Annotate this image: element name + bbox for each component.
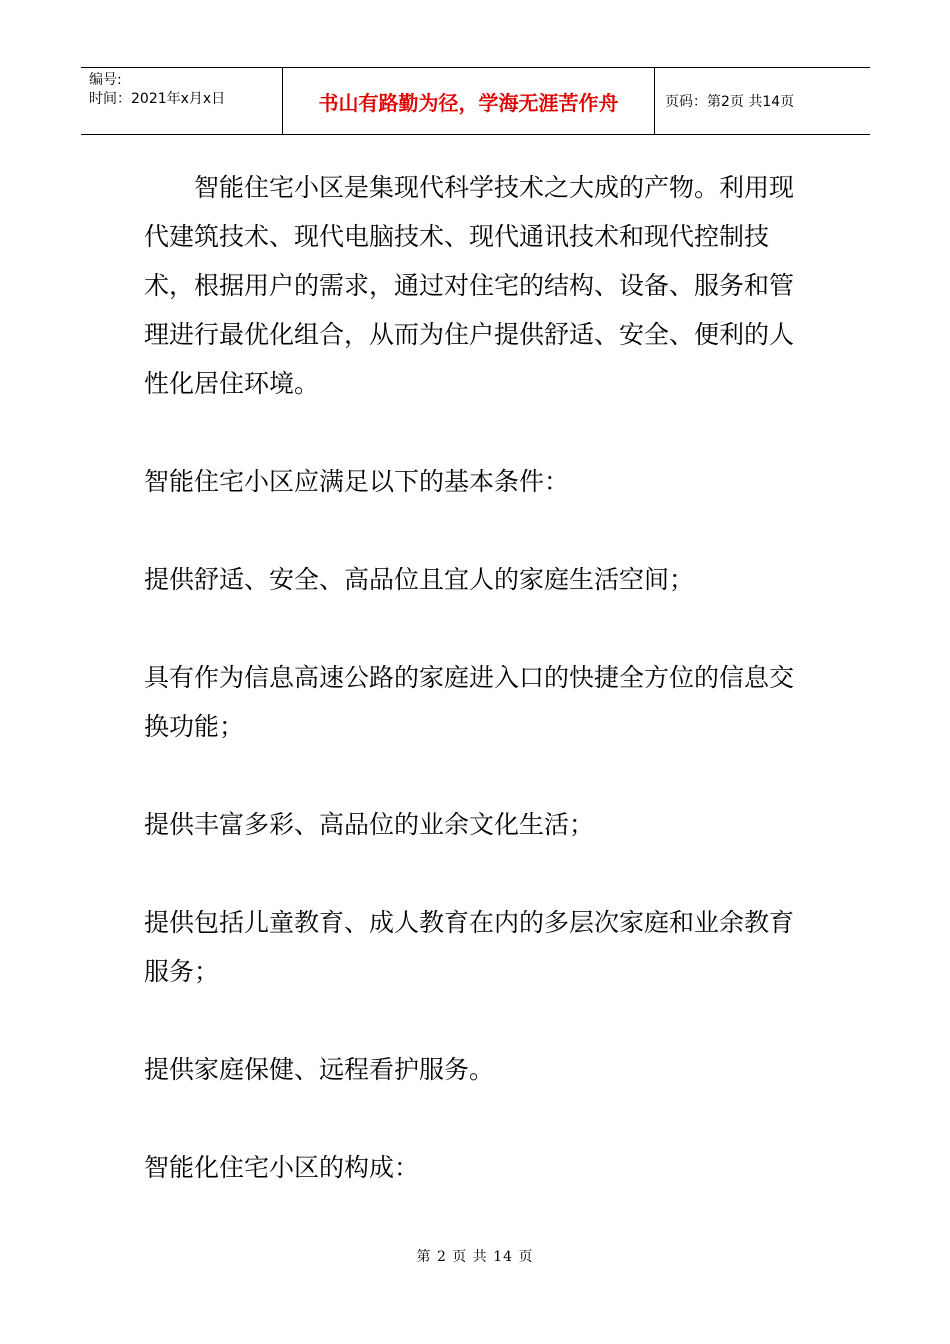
- page-footer: 第 2 页 共 14 页: [416, 1249, 534, 1265]
- header-meta: [81, 68, 282, 134]
- document-body: [144, 163, 814, 1192]
- page-header: [81, 67, 870, 135]
- composition-heading: 智能化住宅小区的构成：: [144, 1153, 420, 1182]
- condition-item: 具有作为信息高速公路的家庭进入口的快捷全方位的信息交换功能；: [144, 663, 795, 741]
- condition-item: 提供包括儿童教育、成人教育在内的多层次家庭和业余教育服务；: [144, 908, 795, 986]
- document-number-label: 编号:: [89, 72, 122, 88]
- conditions-heading: 智能住宅小区应满足以下的基本条件：: [144, 467, 570, 496]
- document-time-label: 时间：2021年x月x日: [89, 91, 226, 107]
- header-page-info: 页码：第2页 共14页: [665, 94, 795, 110]
- condition-item: 提供丰富多彩、高品位的业余文化生活；: [144, 810, 595, 839]
- intro-paragraph: 智能住宅小区是集现代科学技术之大成的产物。利用现代建筑技术、现代电脑技术、现代通讯技术和现代控制技术，根据用户的需求，通过对住宅的结构、设备、服务和管理进行最优化组合，从而为住户提供舒适、安全、便利的人性化居住环境。: [144, 173, 795, 398]
- header-motto: 书山有路勤为径，学海无涯苦作舟: [282, 68, 655, 134]
- condition-item: 提供家庭保健、远程看护服务。: [144, 1055, 495, 1084]
- condition-item: 提供舒适、安全、高品位且宜人的家庭生活空间；: [144, 565, 695, 594]
